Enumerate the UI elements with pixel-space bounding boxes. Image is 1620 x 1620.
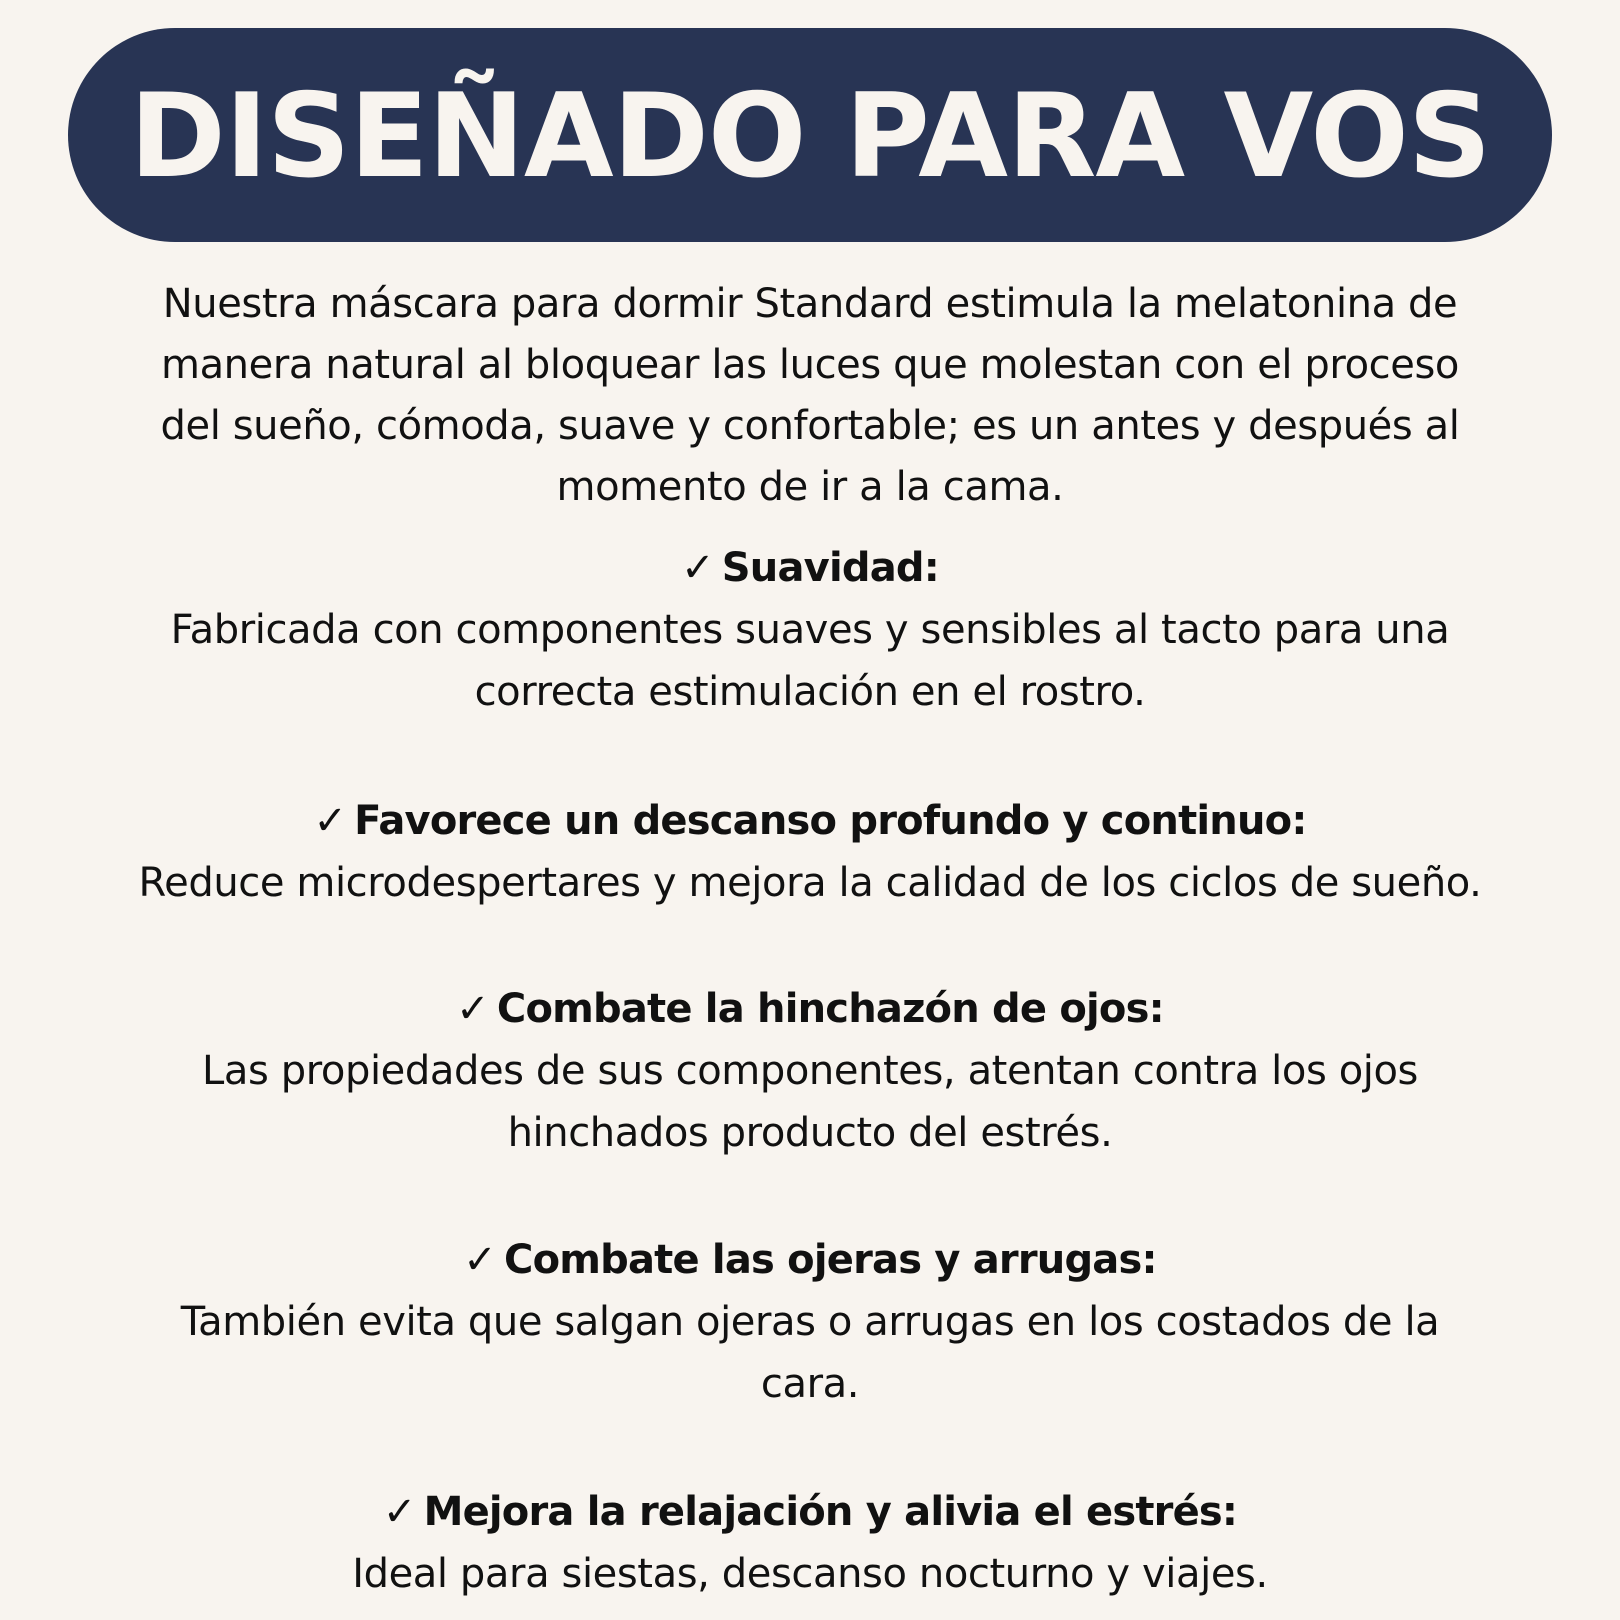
feature-title-text: Combate las ojeras y arrugas:	[504, 1237, 1157, 1283]
feature-description	[0, 1543, 1620, 1605]
check-icon: ✓	[313, 798, 347, 844]
feature-title-text: Mejora la relajación y alivia el estrés:	[423, 1489, 1238, 1535]
feature-ojeras	[0, 1230, 1620, 1415]
intro-paragraph	[50, 274, 1570, 518]
check-icon: ✓	[681, 545, 714, 591]
feature-description-line: Reduce microdespertares y mejora la calidad de los ciclos de sueño.	[138, 860, 1482, 906]
check-icon: ✓	[456, 986, 489, 1032]
feature-title-text: Favorece un descanso profundo y continuo:	[354, 798, 1307, 844]
feature-description-line: Ideal para siestas, descanso nocturno y viajes.	[352, 1551, 1268, 1597]
feature-title	[0, 979, 1620, 1040]
check-icon: ✓	[463, 1237, 497, 1283]
feature-relajacion	[0, 1482, 1620, 1605]
feature-description	[0, 1291, 1620, 1415]
feature-description	[0, 852, 1620, 914]
feature-description-line: hinchados producto del estrés.	[507, 1110, 1113, 1156]
title-banner	[68, 28, 1552, 242]
intro-line: Nuestra máscara para dormir Standard estimula la melatonina de	[162, 281, 1458, 327]
feature-title	[0, 791, 1620, 852]
feature-title-text: Combate la hinchazón de ojos:	[496, 986, 1164, 1032]
feature-description-line: cara.	[760, 1361, 860, 1407]
feature-description-line: Fabricada con componentes suaves y sensibles al tacto para una	[170, 607, 1450, 653]
intro-line: del sueño, cómoda, suave y confortable; es un antes y después al	[160, 403, 1460, 449]
feature-description	[0, 1040, 1620, 1164]
feature-title	[0, 538, 1620, 599]
feature-description-line: correcta estimulación en el rostro.	[474, 669, 1146, 715]
feature-title	[0, 1482, 1620, 1543]
feature-title	[0, 1230, 1620, 1291]
intro-line: momento de ir a la cama.	[556, 464, 1064, 510]
feature-hinchazon	[0, 979, 1620, 1164]
feature-descanso	[0, 791, 1620, 914]
check-icon: ✓	[382, 1489, 416, 1535]
intro-line: manera natural al bloquear las luces que molestan con el proceso	[161, 342, 1459, 388]
feature-description-line: También evita que salgan ojeras o arrugas en los costados de la	[180, 1299, 1440, 1345]
feature-title-text: Suavidad:	[721, 545, 939, 591]
page-title: DISEÑADO PARA VOS	[129, 69, 1491, 204]
feature-description-line: Las propiedades de sus componentes, atentan contra los ojos	[201, 1048, 1418, 1094]
feature-description	[0, 599, 1620, 723]
feature-suavidad	[0, 538, 1620, 723]
